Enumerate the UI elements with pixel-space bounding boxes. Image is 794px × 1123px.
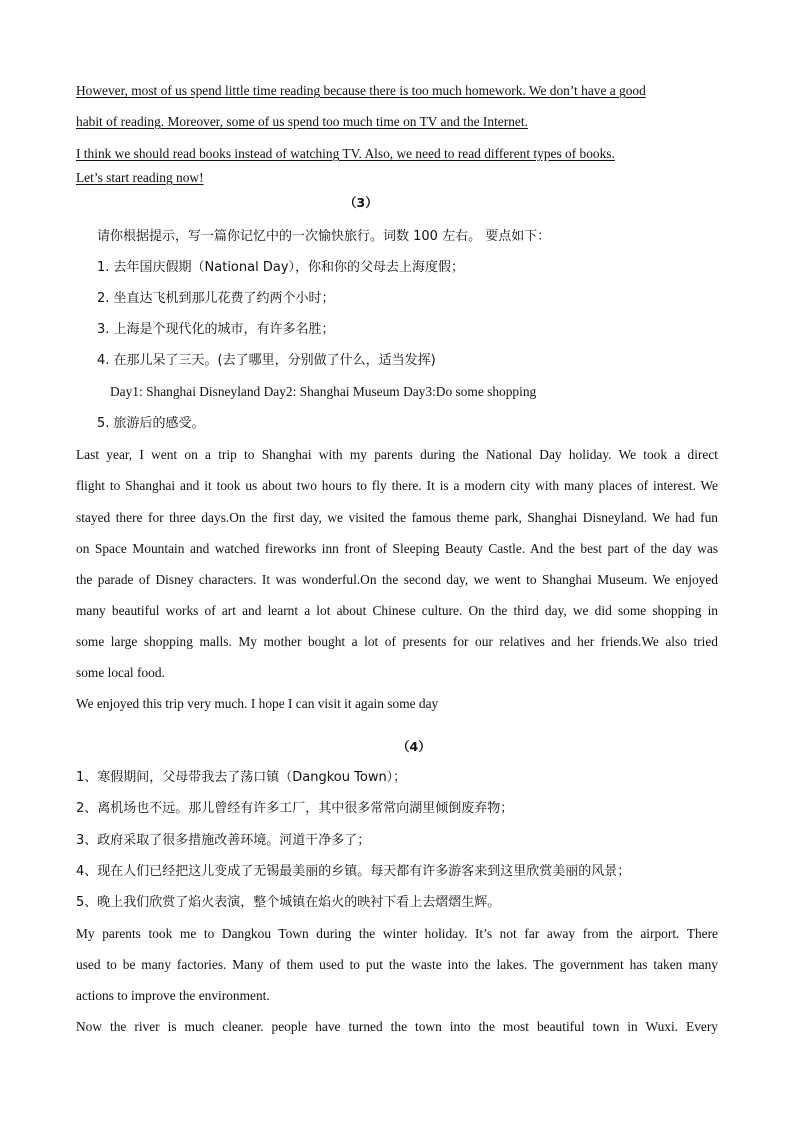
section-4-point-5: 5、晚上我们欣赏了焰火表演，整个城镇在焰火的映衬下看上去熠熠生辉。 bbox=[76, 895, 501, 910]
section-3-day-plan: Day1: Shanghai Disneyland Day2: Shanghai Museum Day3:Do some shopping bbox=[110, 384, 537, 399]
essay3-line-6: many beautiful works of art and learnt a lot about Chinese culture. On the third day, we did some shopping in bbox=[76, 603, 718, 618]
section-3-point-5: 5. 旅游后的感受。 bbox=[97, 416, 205, 431]
essay4-line-1: My parents took me to Dangkou Town during the winter holiday. It’s not far away from the airport. There bbox=[76, 926, 718, 941]
section-3-point-4: 4. 在那儿呆了三天。(去了哪里，分别做了什么，适当发挥) bbox=[97, 353, 436, 368]
essay2-line-4: Let’s start reading now! bbox=[76, 170, 204, 185]
section-4-point-3: 3、政府采取了很多措施改善环境。河道干净多了； bbox=[76, 833, 371, 848]
section-3-prompt: 请你根据提示，写一篇你记忆中的一次愉快旅行。词数 100 左右。 要点如下： bbox=[97, 229, 551, 244]
section-3-point-3: 3. 上海是个现代化的城市，有许多名胜； bbox=[97, 322, 335, 337]
section-4-point-1: 1、寒假期间，父母带我去了荡口镇（Dangkou Town）； bbox=[76, 770, 407, 785]
section-3-heading: （3） bbox=[344, 195, 378, 210]
essay3-line-7: some large shopping malls. My mother bought a lot of presents for our relatives and her friends.We also tried bbox=[76, 634, 718, 649]
essay3-line-1: Last year, I went on a trip to Shanghai with my parents during the National Day holiday. We took a direct bbox=[76, 447, 718, 462]
section-4-point-4: 4、现在人们已经把这儿变成了无锡最美丽的乡镇。每天都有许多游客来到这里欣赏美丽的风景； bbox=[76, 864, 631, 879]
essay3-line-5: the parade of Disney characters. It was wonderful.On the second day, we went to Shanghai Museum. We enjoyed bbox=[76, 572, 718, 587]
essay4-line-2: used to be many factories. Many of them used to put the waste into the lakes. The government has taken many bbox=[76, 957, 718, 972]
section-3-point-2: 2. 坐直达飞机到那儿花费了约两个小时； bbox=[97, 291, 335, 306]
section-4-heading: （4） bbox=[397, 739, 431, 754]
essay3-line-4: on Space Mountain and watched fireworks inn front of Sleeping Beauty Castle. And the best part of the day was bbox=[76, 541, 718, 556]
essay4-line-4: Now the river is much cleaner. people have turned the town into the most beautiful town in Wuxi. Every bbox=[76, 1019, 718, 1034]
essay2-line-1: However, most of us spend little time reading because there is too much homework. We don’t have a good bbox=[76, 83, 646, 98]
essay3-line-8: some local food. bbox=[76, 665, 165, 680]
essay2-line-2: habit of reading. Moreover, some of us spend too much time on TV and the Internet. bbox=[76, 114, 528, 129]
essay2-line-3: I think we should read books instead of watching TV. Also, we need to read different types of books. bbox=[76, 146, 615, 161]
section-4-point-2: 2、离机场也不远。那儿曾经有许多工厂，其中很多常常向湖里倾倒废弃物； bbox=[76, 801, 514, 816]
section-3-point-1: 1. 去年国庆假期（National Day），你和你的父母去上海度假； bbox=[97, 260, 465, 275]
essay3-closing: We enjoyed this trip very much. I hope I can visit it again some day bbox=[76, 696, 439, 711]
essay3-line-2: flight to Shanghai and it took us about two hours to fly there. It is a modern city with many places of interest. We bbox=[76, 478, 718, 493]
essay3-line-3: stayed there for three days.On the first day, we visited the famous theme park, Shanghai Disneyland. We had fun bbox=[76, 510, 718, 525]
essay4-line-3: actions to improve the environment. bbox=[76, 988, 270, 1003]
